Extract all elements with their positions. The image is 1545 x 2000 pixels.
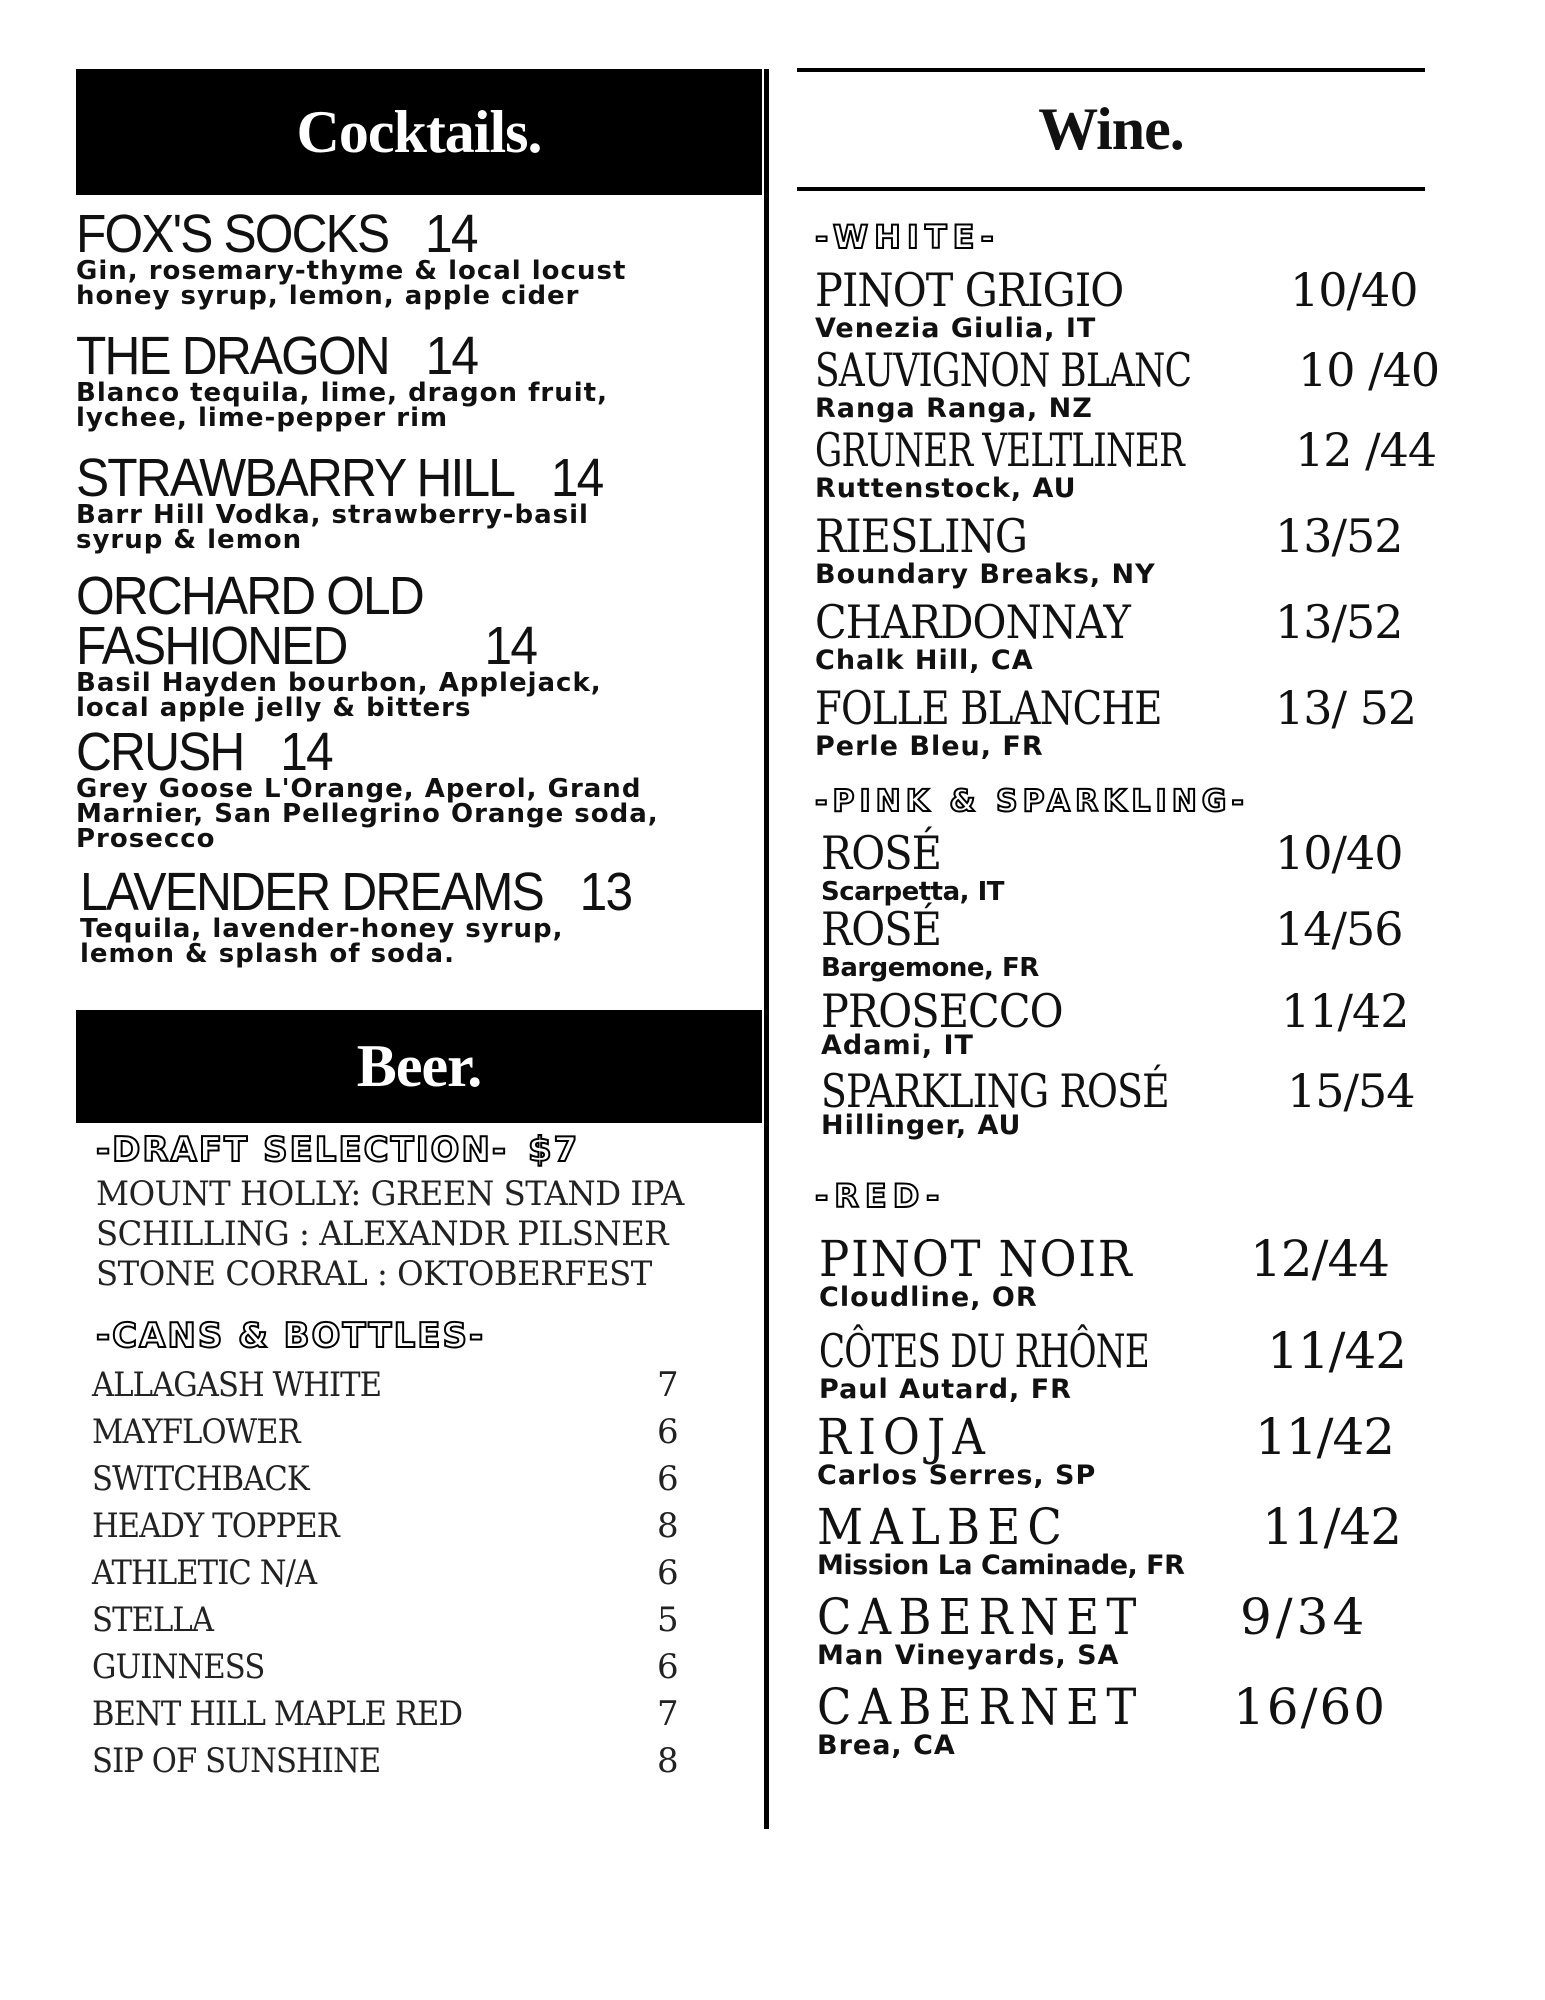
wine-origin: Boundary Breaks, NY xyxy=(815,559,1156,590)
wine-origin: Scarpetta, IT xyxy=(821,877,1004,907)
beer-price: 6 xyxy=(657,1459,679,1499)
wine-name: CABERNET xyxy=(817,1588,1144,1646)
cocktails-heading: Cocktails. xyxy=(76,69,762,195)
cocktail-item xyxy=(76,326,756,453)
wine-heading: Wine. xyxy=(1038,96,1184,162)
wine-price: 12 /44 xyxy=(1295,423,1437,477)
cocktail-description: Tequila, lavender-honey syrup, xyxy=(80,914,564,944)
beer-row xyxy=(92,1362,776,1409)
wine-price: 11/42 xyxy=(1267,1322,1407,1380)
wine-item xyxy=(815,509,1415,598)
cocktail-item xyxy=(76,566,756,727)
wine-name: CABERNET xyxy=(817,1678,1144,1736)
wine-origin: Perle Bleu, FR xyxy=(815,731,1044,762)
red-heading: -RED- xyxy=(815,1177,946,1215)
cocktail-description: Blanco tequila, lime, dragon fruit, xyxy=(76,378,608,408)
wine-item xyxy=(815,343,1440,426)
wine-price: 10 /40 xyxy=(1298,343,1440,397)
beer-name: SWITCHBACK xyxy=(92,1459,309,1499)
beer-name: ALLAGASH WHITE xyxy=(92,1365,382,1405)
wine-item xyxy=(815,1230,1415,1327)
beer-row xyxy=(92,1691,776,1738)
beer-name: MAYFLOWER xyxy=(92,1412,300,1452)
wine-price: 11/42 xyxy=(1281,984,1409,1038)
wine-name: PINOT GRIGIO xyxy=(815,263,1124,317)
wine-origin: Cloudline, OR xyxy=(819,1282,1038,1313)
wine-name: SAUVIGNON BLANC xyxy=(815,343,1192,397)
wine-price: 13/52 xyxy=(1275,595,1403,649)
beer-price: 8 xyxy=(657,1741,679,1781)
cocktail-name-line xyxy=(76,204,702,264)
cocktail-item xyxy=(76,448,756,571)
cocktail-description: lemon & splash of soda. xyxy=(80,939,455,969)
draft-heading-line xyxy=(96,1130,776,1170)
cocktail-description: local apple jelly & bitters xyxy=(76,693,472,723)
cocktail-description: Grey Goose L'Orange, Aperol, Grand xyxy=(76,774,642,804)
wine-price: 10/40 xyxy=(1290,263,1418,317)
wine-item xyxy=(815,1678,1415,1773)
wine-origin: Venezia Giulia, IT xyxy=(815,313,1097,344)
cocktail-name-line xyxy=(76,722,702,782)
cocktail-name: LAVENDER DREAMS xyxy=(80,862,543,922)
cocktail-description: lychee, lime-pepper rim xyxy=(76,403,449,433)
left-column xyxy=(76,69,762,1099)
cocktail-item xyxy=(76,204,756,331)
beer-name: STELLA xyxy=(92,1600,214,1640)
wine-origin: Bargemone, FR xyxy=(821,953,1039,983)
beer-name: ATHLETIC N/A xyxy=(92,1553,317,1593)
wine-origin: Carlos Serres, SP xyxy=(817,1460,1097,1491)
wine-item xyxy=(815,1588,1415,1683)
cocktail-name-line xyxy=(76,326,702,386)
beer-row xyxy=(92,1644,776,1691)
beer-price: 7 xyxy=(657,1365,679,1405)
wine-item xyxy=(815,423,1437,512)
cocktail-description: Basil Hayden bourbon, Applejack, xyxy=(76,668,602,698)
cocktail-name: THE DRAGON xyxy=(76,326,389,386)
beer-price: 6 xyxy=(657,1412,679,1452)
wine-bottom-rule xyxy=(797,187,1425,191)
cocktail-description: Barr Hill Vodka, strawberry-basil xyxy=(76,500,589,530)
wine-item xyxy=(815,1322,1415,1413)
wine-price: 15/54 xyxy=(1287,1064,1415,1118)
beer-name: SIP OF SUNSHINE xyxy=(92,1741,381,1781)
cocktail-item xyxy=(76,722,756,867)
cocktail-name-line xyxy=(76,616,702,676)
wine-price: 13/ 52 xyxy=(1275,681,1417,735)
wine-name: PINOT NOIR xyxy=(819,1230,1134,1288)
beer-section xyxy=(92,1130,776,1785)
cocktail-price: 14 xyxy=(550,448,603,508)
cocktail-list xyxy=(76,204,756,977)
wine-name: PROSECCO xyxy=(821,984,1063,1038)
wine-name: GRUNER VELTLINER xyxy=(815,423,1185,477)
wine-name: RIESLING xyxy=(815,509,1028,563)
beer-price: 5 xyxy=(657,1600,679,1640)
beer-row xyxy=(92,1409,776,1456)
wine-item xyxy=(815,263,1418,346)
wine-origin: Ranga Ranga, NZ xyxy=(815,393,1093,424)
draft-item: SCHILLING : ALEXANDR PILSNER xyxy=(96,1214,669,1254)
cocktail-price: 14 xyxy=(280,722,332,782)
wine-item xyxy=(815,1408,1415,1503)
wine-origin: Hillinger, AU xyxy=(821,1110,1022,1141)
beer-row xyxy=(92,1597,776,1644)
cocktail-name: CRUSH xyxy=(76,722,244,782)
wine-item xyxy=(815,681,1417,784)
beer-name: HEADY TOPPER xyxy=(92,1506,339,1546)
wine-name: CÔTES DU RHÔNE xyxy=(819,1324,1149,1378)
draft-list xyxy=(96,1174,776,1294)
wine-item xyxy=(815,1498,1415,1593)
draft-price: $7 xyxy=(527,1130,580,1170)
wine-name: CHARDONNAY xyxy=(815,595,1130,649)
cocktail-price: 14 xyxy=(425,326,478,386)
cocktail-name: ORCHARD OLD xyxy=(76,566,423,626)
wine-price: 10/40 xyxy=(1275,826,1403,880)
wine-origin: Mission La Caminade, FR xyxy=(817,1550,1185,1581)
wine-item xyxy=(815,902,1415,987)
wine-item xyxy=(815,595,1415,684)
beer-price: 8 xyxy=(657,1506,679,1546)
beer-row xyxy=(92,1456,776,1503)
wine-name: ROSÉ xyxy=(821,902,942,956)
wine-name: ROSÉ xyxy=(821,826,942,880)
wine-item xyxy=(815,1064,1415,1177)
cocktail-description: Gin, rosemary-thyme & local locust xyxy=(76,256,627,286)
wine-price: 11/42 xyxy=(1255,1408,1395,1466)
cocktail-item xyxy=(76,862,756,977)
beer-price: 7 xyxy=(657,1694,679,1734)
beer-price: 6 xyxy=(657,1647,679,1687)
wine-origin: Brea, CA xyxy=(817,1730,956,1761)
beer-name: GUINNESS xyxy=(92,1647,265,1687)
cocktail-name: FASHIONED xyxy=(76,616,347,676)
wine-origin: Ruttenstock, AU xyxy=(815,473,1077,504)
wine-price: 14/56 xyxy=(1275,902,1403,956)
beer-row xyxy=(92,1550,776,1597)
wine-item xyxy=(815,826,1415,907)
column-divider xyxy=(764,69,769,1829)
cocktail-description: Marnier, San Pellegrino Orange soda, xyxy=(76,799,659,829)
wine-origin: Chalk Hill, CA xyxy=(815,645,1034,676)
wine-name: MALBEC xyxy=(817,1498,1070,1556)
cocktail-price: 14 xyxy=(484,616,537,676)
wine-origin: Paul Autard, FR xyxy=(819,1374,1072,1405)
wine-price: 16/60 xyxy=(1233,1678,1388,1736)
cocktail-name: FOX'S SOCKS xyxy=(76,204,389,264)
cans-heading: -CANS & BOTTLES- xyxy=(96,1316,486,1356)
beer-name: BENT HILL MAPLE RED xyxy=(92,1694,463,1734)
white-heading: -WHITE- xyxy=(815,218,1000,256)
wine-column xyxy=(815,218,1440,1773)
cocktail-name-line xyxy=(80,862,702,922)
wine-name: SPARKLING ROSÉ xyxy=(821,1064,1169,1118)
wine-name: RIOJA xyxy=(817,1408,993,1466)
draft-heading: -DRAFT SELECTION- xyxy=(96,1130,508,1170)
wine-origin: Man Vineyards, SA xyxy=(817,1640,1120,1671)
wine-name: FOLLE BLANCHE xyxy=(815,681,1162,735)
cocktail-price: 13 xyxy=(579,862,632,922)
cocktail-name: STRAWBARRY HILL xyxy=(76,448,515,508)
draft-item: STONE CORRAL : OKTOBERFEST xyxy=(96,1254,652,1294)
cocktail-description: syrup & lemon xyxy=(76,525,303,555)
beer-heading: Beer. xyxy=(76,1010,762,1123)
cocktail-name-line xyxy=(76,448,702,508)
beer-row xyxy=(92,1503,776,1550)
cocktail-description: honey syrup, lemon, apple cider xyxy=(76,281,580,311)
cans-list xyxy=(92,1362,776,1785)
beer-price: 6 xyxy=(657,1553,679,1593)
wine-item xyxy=(815,984,1415,1067)
wine-price: 12/44 xyxy=(1250,1230,1390,1288)
draft-item: MOUNT HOLLY: GREEN STAND IPA xyxy=(96,1174,684,1214)
cocktail-price: 14 xyxy=(425,204,477,264)
wine-price: 9/34 xyxy=(1240,1588,1369,1646)
cocktail-description: Prosecco xyxy=(76,824,216,854)
wine-price: 13/52 xyxy=(1275,509,1403,563)
pink-sparkling-heading: -PINK & SPARKLING- xyxy=(815,784,1249,819)
beer-row xyxy=(92,1738,776,1785)
wine-price: 11/42 xyxy=(1262,1498,1402,1556)
wine-origin: Adami, IT xyxy=(821,1030,974,1061)
